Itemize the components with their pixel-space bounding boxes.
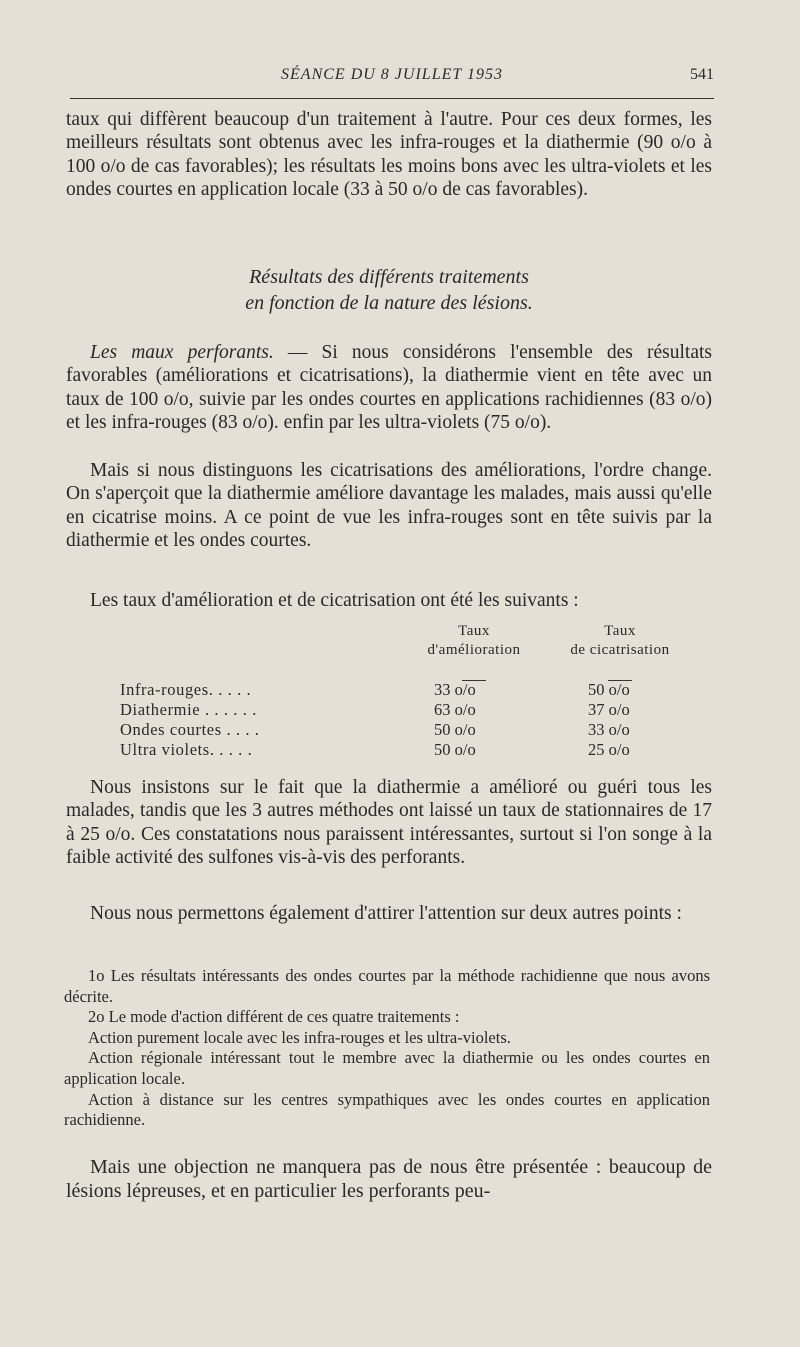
table-row: [120, 720, 680, 740]
running-title: SÉANCE DU 8 JUILLET 1953: [281, 66, 503, 83]
amelioration-value: 63 o/o: [434, 700, 476, 719]
points-list: [64, 966, 710, 1131]
treatment-name: Ondes courtes . . . .: [120, 720, 260, 739]
amelioration-value: 50 o/o: [434, 740, 476, 759]
paragraph-intro: taux qui diffèrent beaucoup d'un traitement à l'autre. Pour ces deux formes, les meilleurs résultats sont obtenus avec les infra-rouges et la diathermie (90 o/o à 100 o/o de cas favorables); les résultats les moins bons avec les ultra-violets et les ondes courtes en application locale (33 à 50 o/o de cas favorables).: [66, 109, 712, 201]
point-item-1: 1o Les résultats intéressants des ondes courtes par la méthode rachidienne que nous avons décrite.: [64, 966, 710, 1006]
column-header-line: Taux: [458, 623, 490, 639]
paragraph-distinction: Mais si nous distinguons les cicatrisations des améliorations, l'ordre change. On s'aperçoit que la diathermie améliore davantage les malades, mais aussi qu'elle en cicatrise moins. A ce point de vue les infra-rouges sont en tête suivis par la diathermie et les ondes courtes.: [66, 460, 712, 552]
paragraph-table-intro: Les taux d'amélioration et de cicatrisation ont été les suivants :: [90, 590, 579, 611]
paragraph-lead: Les maux perforants.: [90, 342, 274, 363]
paragraph-objection: Mais une objection ne manquera pas de nous être présentée : beaucoup de lésions lépreuses, et en particulier les perforants peu-: [66, 1156, 712, 1202]
column-header-line: Taux: [604, 623, 636, 639]
section-heading-line-2: en fonction de la nature des lésions.: [245, 292, 533, 314]
paragraph-maux-perforants: [66, 341, 712, 435]
page-number: 541: [690, 66, 714, 83]
table-row: [120, 740, 680, 760]
paragraph-insistence: Nous insistons sur le fait que la diathermie a amélioré ou guéri tous les malades, tandis que les 3 autres méthodes ont laissé un taux de stationnaires de 17 à 25 o/o. Ces constatations nous paraissent intéressantes, surtout si l'on songe à la faible activité des sulfones vis-à-vis des perforants.: [66, 777, 712, 869]
paragraph-body: — Si nous considérons l'ensemble des résultats favorables (améliorations et cicatrisations), la diathermie vient en tête avec un taux de 100 o/o, suivie par les ondes courtes en applications rachidiennes (83 o/o) et les infra-rouges (83 o/o). enfin par les ultra-violets (75 o/o).: [66, 342, 712, 434]
cicatrisation-value: 33 o/o: [588, 720, 630, 739]
paragraph-two-points: Nous nous permettons également d'attirer l'attention sur deux autres points :: [90, 903, 682, 924]
table-row: [120, 680, 680, 700]
action-regional: Action régionale intéressant tout le membre avec la diathermie ou les ondes courtes en application locale.: [64, 1048, 710, 1088]
page-header: [70, 66, 714, 88]
treatment-name: Infra-rouges. . . . .: [120, 680, 252, 699]
action-distance: Action à distance sur les centres sympathiques avec les ondes courtes en application rachidienne.: [64, 1089, 710, 1130]
amelioration-value: 50 o/o: [434, 720, 476, 739]
section-heading: [66, 264, 712, 316]
table-row: [120, 700, 680, 720]
treatment-name: Ultra violets. . . . .: [120, 740, 253, 759]
cicatrisation-value: 50 o/o: [588, 680, 630, 699]
cicatrisation-value: 37 o/o: [588, 700, 630, 719]
column-header-amelioration: [414, 622, 534, 660]
action-local: Action purement locale avec les infra-rouges et les ultra-violets.: [88, 1027, 511, 1047]
column-header-cicatrisation: [550, 622, 690, 660]
cicatrisation-value: 25 o/o: [588, 740, 630, 759]
rates-table: [120, 622, 680, 762]
header-rule: [70, 98, 714, 99]
section-heading-line-1: Résultats des différents traitements: [249, 266, 529, 288]
column-header-line: de cicatrisation: [570, 642, 670, 658]
amelioration-value: 33 o/o: [434, 680, 476, 699]
point-item-2: 2o Le mode d'action différent de ces quatre traitements :: [88, 1007, 460, 1027]
column-header-line: d'amélioration: [427, 642, 521, 658]
treatment-name: Diathermie . . . . . .: [120, 700, 257, 719]
